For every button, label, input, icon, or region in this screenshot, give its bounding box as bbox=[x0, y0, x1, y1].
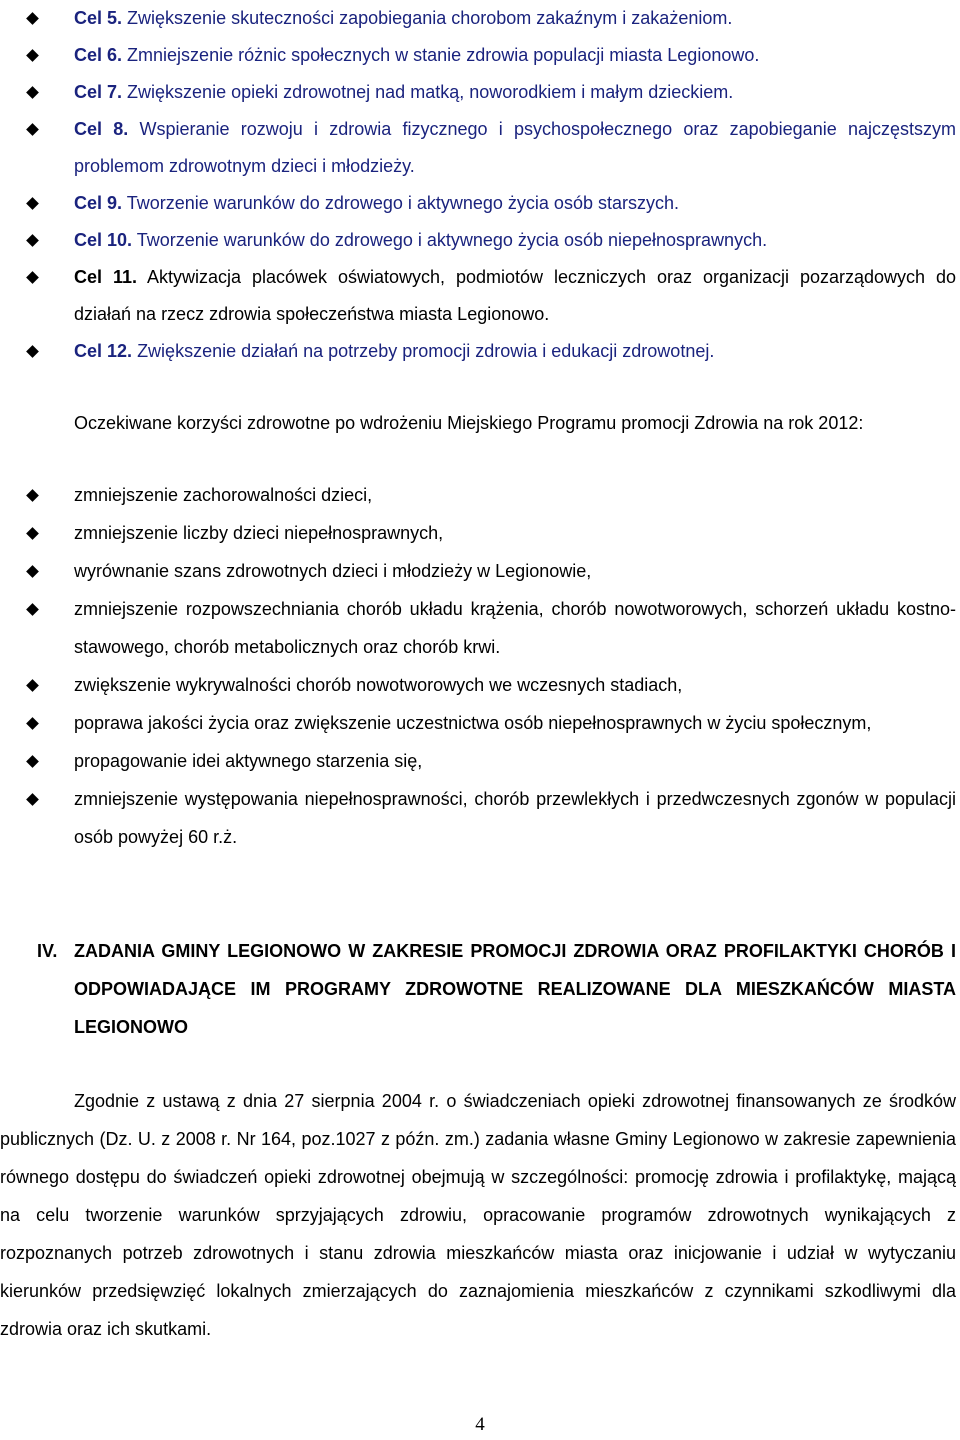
diamond-bullet-icon bbox=[26, 603, 39, 616]
goal-item-7 bbox=[0, 74, 960, 111]
goal-label: Cel 7. bbox=[74, 82, 123, 102]
goal-text: Wspieranie rozwoju i zdrowia fizycznego i psychospołecznego oraz zapobieganie najczęstszym problemom zdrowotnym dzieci i młodzieży. bbox=[74, 119, 956, 176]
body-paragraph: Zgodnie z ustawą z dnia 27 sierpnia 2004 r. o świadczeniach opieki zdrowotnej finansowanych ze środków publicznych (Dz. U. z 2008 r. Nr 164, poz.1027 z późn. zm.) zadania własne Gminy Legionowo w zakresie zapewnienia równego dostępu do świadczeń opieki zdrowotnej obejmują w szczególności: promocję zdrowia i profilaktykę, mającą na celu tworzenie warunków sprzyjających zdrowiu, opracowanie programów zdrowotnych wynikających z rozpoznanych potrzeb zdrowotnych i stanu zdrowia mieszkańców miasta oraz inicjowanie i udział w wytyczaniu kierunków przedsięwzięć lokalnych zmierzających do zaznajomienia mieszkańców z czynnikami szkodliwymi dla zdrowia oraz ich skutkami. bbox=[0, 1091, 956, 1339]
goal-item-12 bbox=[0, 333, 960, 370]
benefit-text: propagowanie idei aktywnego starzenia się, bbox=[74, 751, 423, 771]
section-number: IV. bbox=[37, 941, 58, 961]
goal-item-10 bbox=[0, 222, 960, 259]
diamond-bullet-icon bbox=[26, 679, 39, 692]
goal-text: Zwiększenie działań na potrzeby promocji zdrowia i edukacji zdrowotnej. bbox=[137, 341, 715, 361]
goal-text: Tworzenie warunków do zdrowego i aktywnego życia osób niepełnosprawnych. bbox=[136, 230, 768, 250]
goal-text: Zwiększenie skuteczności zapobiegania chorobom zakaźnym i zakażeniom. bbox=[127, 8, 733, 28]
goal-item-11 bbox=[0, 259, 960, 333]
benefit-item bbox=[0, 666, 960, 704]
benefit-item bbox=[0, 476, 960, 514]
diamond-bullet-icon bbox=[26, 755, 39, 768]
benefit-text: zwiększenie wykrywalności chorób nowotworowych we wczesnych stadiach, bbox=[74, 675, 683, 695]
goal-text: Tworzenie warunków do zdrowego i aktywnego życia osób starszych. bbox=[126, 193, 679, 213]
benefit-text: poprawa jakości życia oraz zwiększenie uczestnictwa osób niepełnosprawnych w życiu społecznym, bbox=[74, 713, 872, 733]
benefit-text: zmniejszenie liczby dzieci niepełnosprawnych, bbox=[74, 523, 444, 543]
goal-label: Cel 8. bbox=[74, 119, 129, 139]
benefit-item bbox=[0, 590, 960, 666]
goal-label: Cel 10. bbox=[74, 230, 133, 250]
goal-text: Aktywizacja placówek oświatowych, podmiotów leczniczych oraz organizacji pozarządowych do działań na rzecz zdrowia społeczeństwa miasta Legionowo. bbox=[74, 267, 957, 324]
goal-item-5 bbox=[0, 0, 960, 37]
benefit-item bbox=[0, 742, 960, 780]
benefits-list bbox=[0, 476, 960, 856]
diamond-bullet-icon bbox=[26, 234, 39, 247]
benefit-item bbox=[0, 514, 960, 552]
benefit-text: zmniejszenie występowania niepełnosprawności, chorób przewlekłych i przedwczesnych zgonów w populacji osób powyżej 60 r.ż. bbox=[74, 789, 956, 847]
diamond-bullet-icon bbox=[26, 793, 39, 806]
goal-label: Cel 11. bbox=[74, 267, 138, 287]
benefit-text: wyrównanie szans zdrowotnych dzieci i młodzieży w Legionowie, bbox=[74, 561, 592, 581]
goal-label: Cel 9. bbox=[74, 193, 123, 213]
section-title: ZADANIA GMINY LEGIONOWO W ZAKRESIE PROMOCJI ZDROWIA ORAZ PROFILAKTYKI CHORÓB I ODPOWIADAJĄCE IM PROGRAMY ZDROWOTNE REALIZOWANE DLA MIESZKAŃCÓW MIASTA LEGIONOWO bbox=[74, 941, 956, 1037]
diamond-bullet-icon bbox=[26, 49, 39, 62]
goals-list bbox=[0, 0, 960, 370]
benefit-item bbox=[0, 704, 960, 742]
benefit-item bbox=[0, 552, 960, 590]
diamond-bullet-icon bbox=[26, 527, 39, 540]
page-number: 4 bbox=[475, 1414, 485, 1435]
diamond-bullet-icon bbox=[26, 717, 39, 730]
diamond-bullet-icon bbox=[26, 565, 39, 578]
goal-text: Zwiększenie opieki zdrowotnej nad matką, noworodkiem i małym dzieckiem. bbox=[127, 82, 734, 102]
goal-item-6 bbox=[0, 37, 960, 74]
diamond-bullet-icon bbox=[26, 271, 39, 284]
diamond-bullet-icon bbox=[26, 123, 39, 136]
benefits-intro: Oczekiwane korzyści zdrowotne po wdrożeniu Miejskiego Programu promocji Zdrowia na rok 2012: bbox=[74, 413, 864, 433]
benefit-text: zmniejszenie zachorowalności dzieci, bbox=[74, 485, 373, 505]
diamond-bullet-icon bbox=[26, 86, 39, 99]
goal-text: Zmniejszenie różnic społecznych w stanie zdrowia populacji miasta Legionowo. bbox=[127, 45, 760, 65]
diamond-bullet-icon bbox=[26, 489, 39, 502]
goal-label: Cel 12. bbox=[74, 341, 133, 361]
goal-item-9 bbox=[0, 185, 960, 222]
benefit-text: zmniejszenie rozpowszechniania chorób układu krążenia, chorób nowotworowych, schorzeń układu kostno-stawowego, chorób metabolicznych oraz chorób krwi. bbox=[74, 599, 956, 657]
diamond-bullet-icon bbox=[26, 345, 39, 358]
goal-item-8 bbox=[0, 111, 960, 185]
goal-label: Cel 5. bbox=[74, 8, 123, 28]
goal-label: Cel 6. bbox=[74, 45, 123, 65]
diamond-bullet-icon bbox=[26, 12, 39, 25]
benefit-item bbox=[0, 780, 960, 856]
section-heading bbox=[0, 932, 960, 1046]
diamond-bullet-icon bbox=[26, 197, 39, 210]
